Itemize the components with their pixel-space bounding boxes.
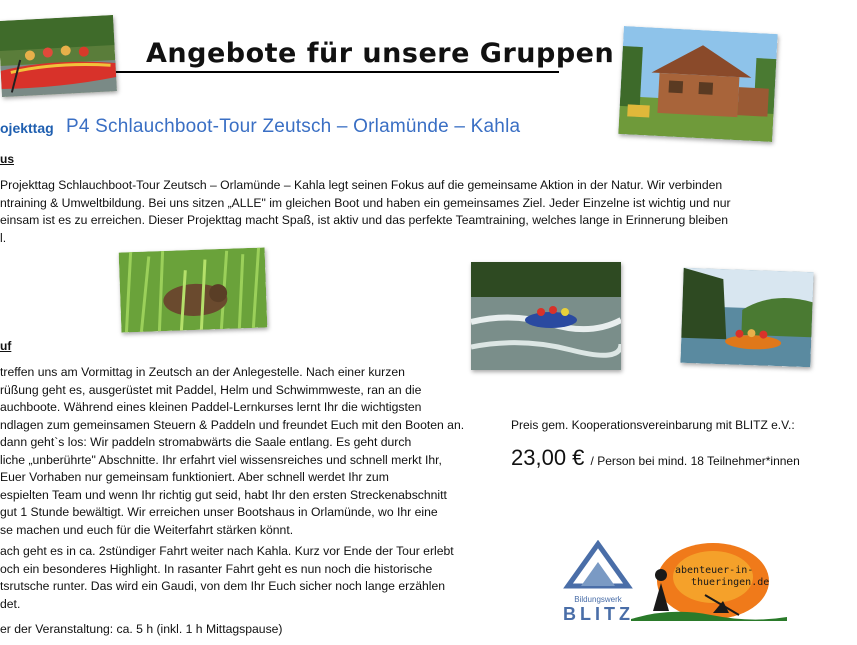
focus-line: l. <box>0 230 7 245</box>
ablauf-line: treffen uns am Vormittag in Zeutsch an der Anlegestelle. Nach einer kurzen <box>0 365 405 379</box>
focus-line: Projekttag Schlauchboot-Tour Zeutsch – Orlamünde – Kahla legt seinen Fokus auf die gemeinsame Aktion in der Natur. Wir verbinden <box>0 178 723 192</box>
page-title: Angebote für unsere Gruppen <box>146 38 615 69</box>
ablauf-line: tsrutsche runter. Das wird ein Gaudi, von dem Ihr Euch sicher noch lange erzählen <box>0 579 446 593</box>
blitz-mountain-icon <box>563 540 633 590</box>
abenteuer-text-line1: abenteuer-in- <box>675 565 754 576</box>
ablauf-line: dann geht`s los: Wir paddeln stromabwärts die Saale entlang. Es geht durch <box>0 435 412 449</box>
price-note: Preis gem. Kooperationsvereinbarung mit BLITZ e.V.: <box>511 418 795 432</box>
price-amount: 23,00 € <box>511 445 585 470</box>
price-unit: / Person bei mind. 18 Teilnehmer*innen <box>590 454 800 468</box>
project-name: Schlauchboot-Tour Zeutsch – Orlamünde – Kahla <box>95 116 521 137</box>
blitz-small-text: Bildungswerk <box>574 595 622 604</box>
project-label: ojekttag <box>0 120 54 136</box>
ablauf-line: ach geht es in ca. 2stündiger Fahrt weiter nach Kahla. Kurz vor Ende der Tour erlebt <box>0 544 454 558</box>
ablauf-line: Euer Vorhaben nur gemeinsam funktioniert. Aber schnell werdet Ihr zum <box>0 470 389 484</box>
duration-line: er der Veranstaltung: ca. 5 h (inkl. 1 h Mittagspause) <box>0 622 283 636</box>
ablauf-paragraph-2 <box>0 543 454 613</box>
rafting-photo-topleft <box>0 15 117 97</box>
ablauf-line: liche „unberührte" Abschnitte. Ihr erfahrt viel wissensreiches und schnell merkt Ihr, <box>0 452 442 467</box>
ablauf-paragraph <box>0 364 464 539</box>
rafting-photo-river <box>680 268 813 367</box>
boathouse-photo <box>618 26 777 142</box>
focus-paragraph <box>0 177 731 247</box>
ablauf-line: och ein besonderes Highlight. In rasanter Fahrt geht es nun noch die historische <box>0 561 433 576</box>
project-code: P4 <box>66 116 90 137</box>
ablauf-line: ndlagen zum gemeinsamen Steuern & Paddeln und freundet Euch mit den Booten an. <box>0 417 465 432</box>
project-title <box>66 116 520 138</box>
focus-line: einsam ist es zu erreichen. Dieser Projekttag macht Spaß, ist aktiv und das perfekte Teamtraining, welches lange in Erinnerung bleiben <box>0 213 729 227</box>
ablauf-line: det. <box>0 596 21 611</box>
beaver-photo <box>119 247 268 332</box>
focus-line: ntraining & Umweltbildung. Bei uns sitzen „ALLE" im gleichen Boot und haben ein gemeinsames Ziel. Jeder Einzelne ist wichtig und nur <box>0 195 731 210</box>
ablauf-line: gut 1 Stunde bewältigt. Wir erreichen unser Bootshaus in Orlamünde, wo Ihr eine <box>0 505 438 519</box>
abenteuer-logo <box>631 543 787 621</box>
ablauf-line: rüßung geht es, ausgerüstet mit Paddel, Helm und Schwimmweste, ran an die <box>0 382 422 397</box>
title-underline <box>112 71 559 73</box>
rafting-photo-rapids <box>471 262 621 370</box>
abenteuer-text-line2: thueringen.de <box>691 577 770 588</box>
blitz-big-text: BLITZ <box>563 604 634 624</box>
ablauf-line: auchboote. Während eines kleinen Paddel-Lernkurses lernt Ihr die wichtigsten <box>0 400 422 414</box>
ablauf-line: espielten Team und wenn Ihr richtig gut seid, habt Ihr den ersten Streckenabschnitt <box>0 487 447 502</box>
blitz-logo <box>563 540 633 622</box>
price-block <box>511 445 800 471</box>
ablauf-heading: uf <box>0 339 12 353</box>
focus-heading: us <box>0 152 15 166</box>
ablauf-line: se machen und euch für die Weiterfahrt stärken könnt. <box>0 522 294 537</box>
